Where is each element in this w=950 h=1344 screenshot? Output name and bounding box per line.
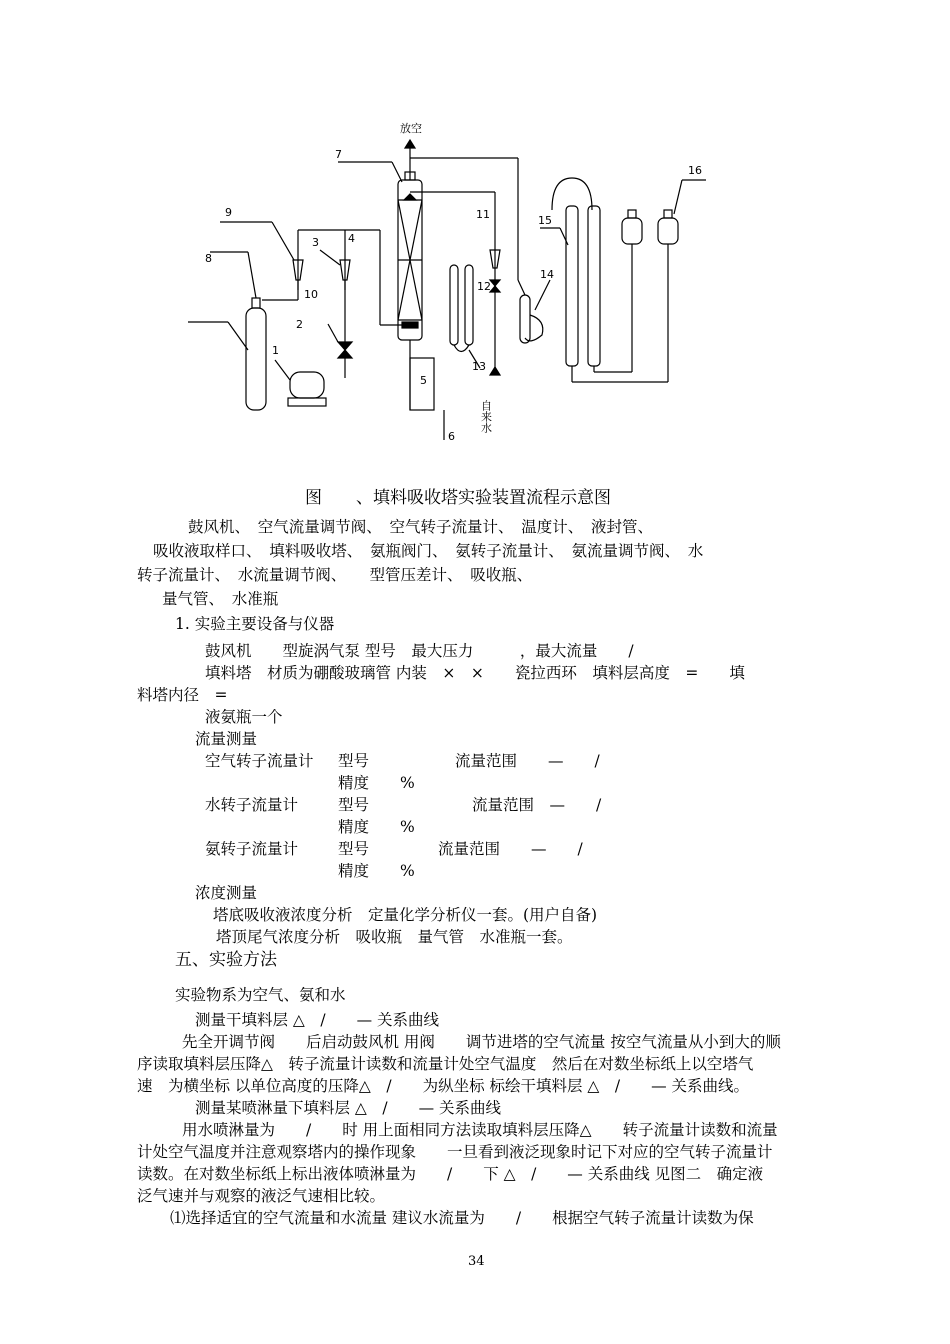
air-meter-label: 空气转子流量计 (205, 752, 314, 770)
page-number: 34 (468, 1254, 485, 1269)
wet-paragraph-2: 计处空气温度并注意观察塔内的操作现象 一旦看到液泛现象时记下对应的空气转子流量计 (137, 1143, 773, 1161)
label-4: 4 (348, 232, 355, 245)
label-12: 12 (477, 280, 491, 293)
equipment-blower: 鼓风机 型旋涡气泵 型号 最大压力 ，最大流量 / (205, 642, 634, 660)
label-6: 6 (448, 430, 455, 443)
label-10: 10 (304, 288, 318, 301)
dry-paragraph-1: 先全开调节阀 后启动鼓风机 用阀 调节进塔的空气流量 按空气流量从小到大的顺 (182, 1033, 781, 1051)
wet-paragraph-3: 读数。在对数坐标纸上标出液体喷淋量为 / 下 △ / — 关系曲线 见图二 确定液 (137, 1165, 764, 1183)
vent-label: 放空 (400, 122, 422, 135)
ammonia-cylinder (246, 308, 266, 410)
step-1: ⑴选择适宜的空气流量和水流量 建议水流量为 / 根据空气转子流量计读数为保 (170, 1209, 754, 1227)
label-11: 11 (476, 208, 490, 221)
label-14: 14 (540, 268, 554, 281)
dry-paragraph-3: 速 为横坐标 以单位高度的压降△ / 为纵坐标 标绘干填料层 △ / — 关系曲线。 (137, 1077, 749, 1095)
dry-paragraph-2: 序读取填料层压降△ 转子流量计读数和流量计处空气温度 然后在对数坐标纸上以空塔气 (137, 1055, 754, 1073)
equipment-heading: 1. 实验主要设备与仪器 (175, 615, 335, 633)
u-tube-manometer (454, 345, 469, 352)
legend-line-1: 鼓风机、 空气流量调节阀、 空气转子流量计、 温度计、 液封管、 (188, 518, 654, 536)
air-meter-model: 型号 (338, 752, 370, 770)
water-meter-model: 型号 (338, 796, 370, 814)
label-3: 3 (312, 236, 319, 249)
tap-water-label: 自来水 (479, 400, 493, 433)
nh3-meter-label: 氨转子流量计 (205, 840, 299, 858)
concentration-heading: 浓度测量 (195, 884, 258, 902)
label-8: 8 (205, 252, 212, 265)
label-15: 15 (538, 214, 552, 227)
nh3-meter-range: 流量范围 — / (438, 840, 583, 858)
label-1: 1 (272, 344, 279, 357)
label-2: 2 (296, 318, 303, 331)
nh3-meter-precision: 精度 % (338, 862, 415, 880)
absorption-bottle (520, 295, 530, 343)
figure-title: 图 、填料吸收塔实验装置流程示意图 (305, 488, 611, 508)
label-5: 5 (420, 374, 427, 387)
label-7: 7 (335, 148, 342, 161)
label-9: 9 (225, 206, 232, 219)
method-system: 实验物系为空气、氨和水 (175, 986, 346, 1004)
air-valve-icon (338, 342, 352, 350)
label-16: 16 (688, 164, 702, 177)
legend-line-2: 吸收液取样口、 填料吸收塔、 氨瓶阀门、 氨转子流量计、 氨流量调节阀、 水 (153, 542, 704, 560)
wet-packing-heading: 测量某喷淋量下填料层 △ / — 关系曲线 (195, 1099, 501, 1117)
legend-line-3: 转子流量计、 水流量调节阀、 型管压差计、 吸收瓶、 (137, 566, 533, 584)
water-inlet-arrow-icon (490, 367, 500, 375)
water-meter-range: 流量范围 — / (472, 796, 602, 814)
wet-paragraph-4: 泛气速并与观察的液泛气速相比较。 (137, 1187, 386, 1205)
blower (290, 372, 324, 398)
nh3-meter-model: 型号 (338, 840, 370, 858)
process-flow-diagram (180, 110, 740, 450)
gas-burette (566, 206, 578, 366)
water-meter-label: 水转子流量计 (205, 796, 299, 814)
equipment-tower-a: 填料塔 材质为硼酸玻璃管 内装 × × 瓷拉西环 填料层高度 = 填 (205, 664, 745, 682)
air-meter-precision: 精度 % (338, 774, 415, 792)
level-bottle (622, 218, 642, 244)
legend-line-4: 量气管、 水准瓶 (162, 590, 279, 608)
dry-packing-heading: 测量干填料层 △ / — 关系曲线 (195, 1011, 439, 1029)
method-heading: 五、实验方法 (175, 950, 277, 970)
vent-arrow-icon (405, 140, 415, 148)
equipment-tower-b: 料塔内径 = (137, 686, 228, 704)
air-meter-range: 流量范围 — / (455, 752, 600, 770)
concentration-bottom: 塔底吸收液浓度分析 定量化学分析仪一套。(用户自备) (213, 906, 598, 924)
label-13: 13 (472, 360, 486, 373)
flow-heading: 流量测量 (195, 730, 258, 748)
wet-paragraph-1: 用水喷淋量为 / 时 用上面相同方法读取填料层压降△ 转子流量计读数和流量 (182, 1121, 778, 1139)
equipment-ammonia: 液氨瓶一个 (205, 708, 283, 726)
water-meter-precision: 精度 % (338, 818, 415, 836)
concentration-top: 塔顶尾气浓度分析 吸收瓶 量气管 水准瓶一套。 (216, 928, 573, 946)
